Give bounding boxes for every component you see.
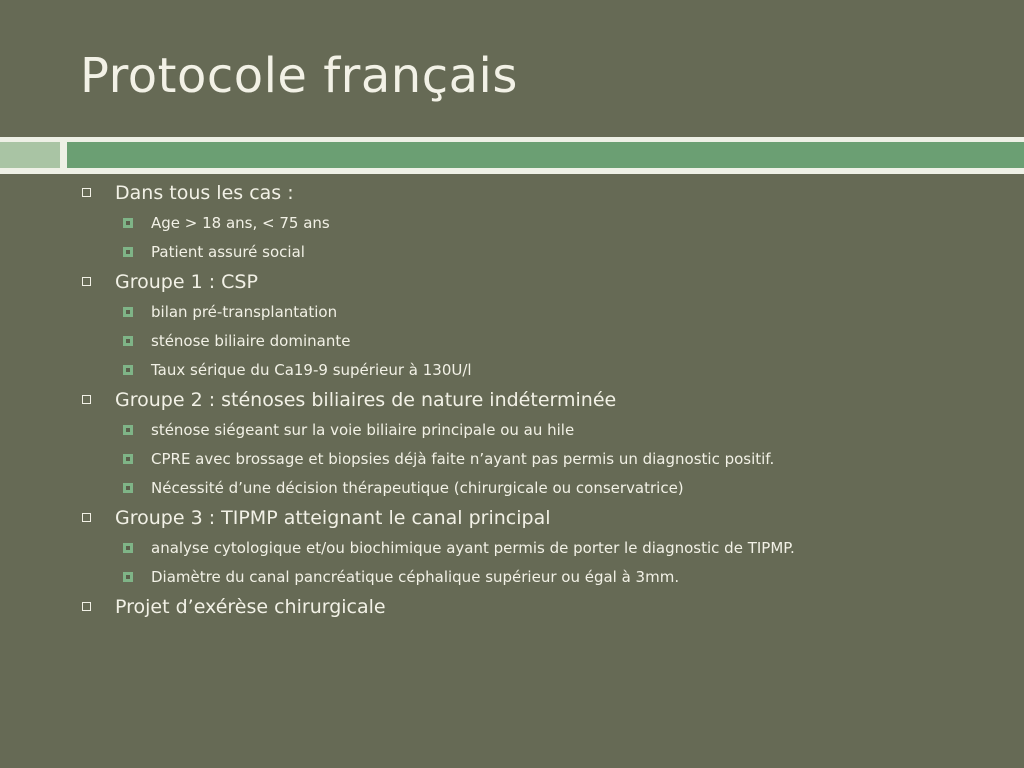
sub-list-item <box>0 563 1024 592</box>
hollow-square-bullet-icon <box>82 602 91 611</box>
sub-list-item-label: sténose biliaire dominante <box>151 332 351 350</box>
list-item <box>0 503 1024 534</box>
list-item-label: Groupe 3 : TIPMP atteignant le canal principal <box>115 507 551 529</box>
square-bullet-icon <box>123 307 133 317</box>
square-bullet-icon <box>123 425 133 435</box>
hollow-square-bullet-icon <box>82 513 91 522</box>
hollow-square-bullet-icon <box>82 395 91 404</box>
sub-list-item <box>0 327 1024 356</box>
sub-list-item-label: Patient assuré social <box>151 243 305 261</box>
sub-list-item <box>0 356 1024 385</box>
sub-list-item-label: analyse cytologique et/ou biochimique ayant permis de porter le diagnostic de TIPMP. <box>151 539 795 557</box>
sub-list-item-label: sténose siégeant sur la voie biliaire principale ou au hile <box>151 421 575 439</box>
sub-list-item <box>0 474 1024 503</box>
list-item-label: Dans tous les cas : <box>115 182 294 204</box>
sub-list-item <box>0 209 1024 238</box>
hollow-square-bullet-icon <box>82 188 91 197</box>
square-bullet-icon <box>123 218 133 228</box>
sub-list-item-label: CPRE avec brossage et biopsies déjà faite n’ayant pas permis un diagnostic positif. <box>151 450 775 468</box>
square-bullet-icon <box>123 336 133 346</box>
list-item-label: Groupe 1 : CSP <box>115 271 258 293</box>
sub-list-item-label: Age > 18 ans, < 75 ans <box>151 214 330 232</box>
sub-list-item <box>0 298 1024 327</box>
sub-list-item-label: Taux sérique du Ca19-9 supérieur à 130U/l <box>151 361 472 379</box>
divider-accent-left <box>0 142 60 168</box>
square-bullet-icon <box>123 572 133 582</box>
list-item-label: Groupe 2 : sténoses biliaires de nature indéterminée <box>115 389 617 411</box>
sub-list-item-label: Diamètre du canal pancréatique céphalique supérieur ou égal à 3mm. <box>151 568 680 586</box>
square-bullet-icon <box>123 365 133 375</box>
sub-list-item-label: Nécessité d’une décision thérapeutique (chirurgicale ou conservatrice) <box>151 479 684 497</box>
list-item <box>0 267 1024 298</box>
bullet-list <box>0 178 1024 623</box>
sub-list-item <box>0 534 1024 563</box>
sub-list-item-label: bilan pré-transplantation <box>151 303 338 321</box>
list-item <box>0 592 1024 623</box>
list-item <box>0 178 1024 209</box>
slide-title: Protocole français <box>80 48 518 104</box>
square-bullet-icon <box>123 247 133 257</box>
sub-list-item <box>0 445 1024 474</box>
sub-list-item <box>0 238 1024 267</box>
divider-accent-right <box>67 142 1024 168</box>
square-bullet-icon <box>123 483 133 493</box>
square-bullet-icon <box>123 454 133 464</box>
list-item <box>0 385 1024 416</box>
sub-list-item <box>0 416 1024 445</box>
hollow-square-bullet-icon <box>82 277 91 286</box>
square-bullet-icon <box>123 543 133 553</box>
list-item-label: Projet d’exérèse chirurgicale <box>115 596 386 618</box>
